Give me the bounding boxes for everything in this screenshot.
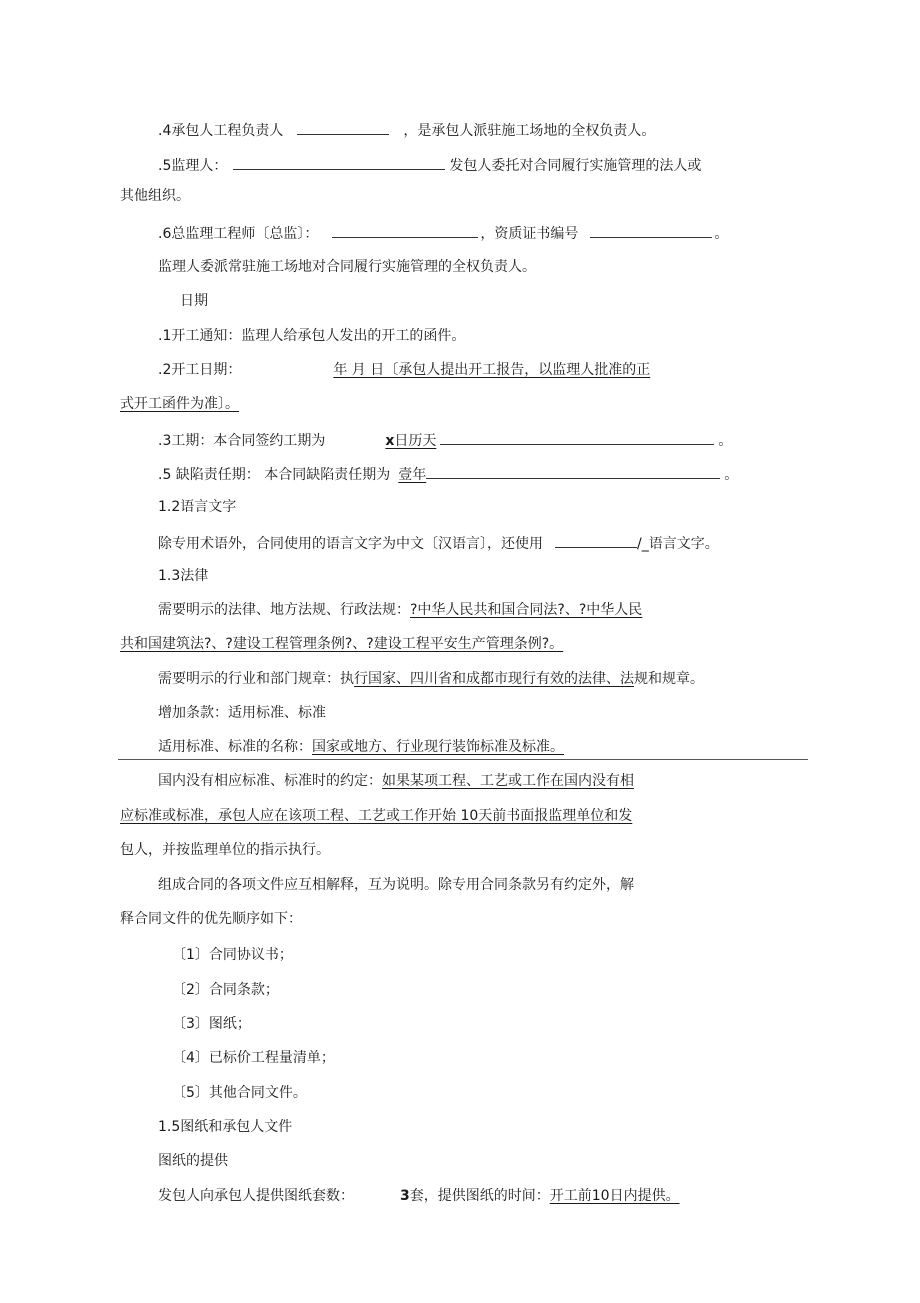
clause-start-date: .2开工日期： 年 月 日〔承包人提出开工报告，以监理人批准的正 xyxy=(158,362,651,378)
text-line: 共和国建筑法?、?建设工程管理条例?、?建设工程平安生产管理条例?。 xyxy=(120,636,564,652)
text-line: 释合同文件的优先顺序如下： xyxy=(120,911,302,927)
text-line: 组成合同的各项文件应互相解释，互为说明。除专用合同条款另有约定外，解 xyxy=(158,877,634,893)
list-item: 〔4〕已标价工程量清单； xyxy=(172,1050,335,1066)
clause-language: 除专用术语外，合同使用的语言文字为中文〔汉语言〕，还使用 /_语言文字。 xyxy=(158,532,719,554)
list-item: 〔1〕合同协议书； xyxy=(172,947,293,963)
section-heading: 1.2语言文字 xyxy=(158,499,237,515)
clause-supervisor: .5监理人： 发包人委托对合同履行实施管理的法人或 xyxy=(158,154,701,176)
clause-defect-liability: .5 缺陷责任期： 本合同缺陷责任期为 壹年 。 xyxy=(158,463,738,485)
clause-regulations: 需要明示的行业和部门规章：执行国家、四川省和成都市现行有效的法律、法规和规章。 xyxy=(158,671,704,687)
section-heading: 日期 xyxy=(180,293,208,309)
text-line: 式开工函件为准〕。 xyxy=(120,396,239,412)
text-line: 监理人委派常驻施工场地对合同履行实施管理的全权负责人。 xyxy=(158,259,536,275)
blank-field xyxy=(233,154,445,170)
clause-drawings: 发包人向承包人提供图纸套数： 3套，提供图纸的时间：开工前10日内提供。 xyxy=(158,1188,680,1204)
clause-duration: .3工期：本合同签约工期为 x日历天 。 xyxy=(158,429,732,451)
list-item: 〔3〕图纸； xyxy=(172,1016,251,1032)
text-line: 增加条款：适用标准、标准 xyxy=(158,705,326,721)
clause-laws: 需要明示的法律、地方法规、行政法规：?中华人民共和国合同法?、?中华人民 xyxy=(158,602,643,618)
section-heading: 1.5图纸和承包人文件 xyxy=(158,1119,293,1135)
list-item: 〔2〕合同条款； xyxy=(172,982,279,998)
clause-no-standard: 国内没有相应标准、标准时的约定：如果某项工程、工艺或工作在国内没有相 xyxy=(158,773,634,789)
blank-field xyxy=(555,532,637,548)
blank-field xyxy=(426,463,720,479)
horizontal-rule xyxy=(118,759,808,760)
text-line: 包人，并按监理单位的指示执行。 xyxy=(120,842,330,858)
clause-standards: 适用标准、标准的名称：国家或地方、行业现行装饰标准及标准。 xyxy=(158,739,564,755)
list-item: 〔5〕其他合同文件。 xyxy=(172,1085,307,1101)
clause-contractor-manager: .4承包人工程负责人 ，是承包人派驻施工场地的全权负责人。 xyxy=(158,119,655,141)
text-line: 应标准或标准，承包人应在该项工程、工艺或工作开始 10天前书面报监理单位和发 xyxy=(120,808,633,824)
blank-field xyxy=(590,222,712,238)
text-line: 其他组织。 xyxy=(120,188,190,204)
blank-field xyxy=(297,119,389,135)
blank-field xyxy=(332,222,478,238)
text-line: 图纸的提供 xyxy=(158,1153,228,1169)
blank-field xyxy=(440,429,714,445)
section-heading: 1.3法律 xyxy=(158,568,209,584)
text-line: .1开工通知：监理人给承包人发出的开工的函件。 xyxy=(158,328,466,344)
clause-chief-supervisor: .6总监理工程师〔总监〕： ，资质证书编号 。 xyxy=(158,222,728,244)
